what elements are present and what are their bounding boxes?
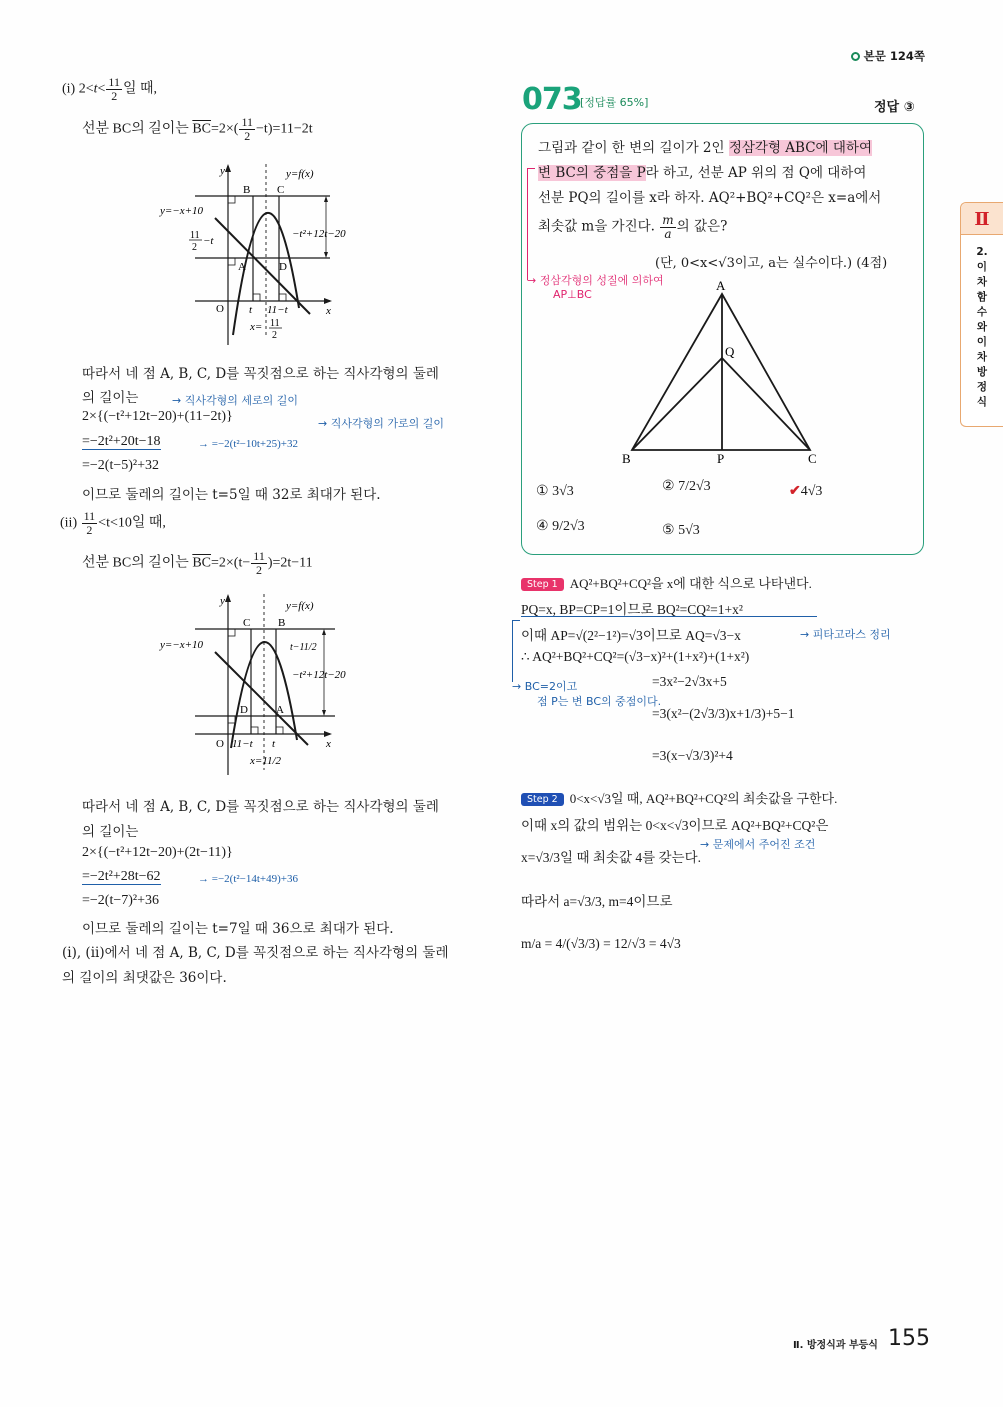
- final-line1: (i), (ii)에서 네 점 A, B, C, D를 꼭짓점으로 하는 직사각형의 둘레: [62, 945, 449, 961]
- svg-text:11: 11: [190, 230, 200, 241]
- svg-text:t: t: [249, 304, 253, 316]
- svg-text:C: C: [243, 617, 251, 629]
- svg-text:11: 11: [270, 318, 280, 329]
- case2-eq3: =−2(t−7)²+36: [82, 893, 159, 908]
- svg-text:y=−x+10: y=−x+10: [160, 205, 204, 217]
- svg-text:B: B: [622, 451, 631, 466]
- svg-text:−t²+12t−20: −t²+12t−20: [292, 669, 346, 681]
- choice-2[interactable]: ② 7/2√3: [662, 479, 711, 494]
- graph-case1: [150, 160, 380, 350]
- svg-text:11−t: 11−t: [232, 738, 253, 750]
- triangle-figure: [600, 270, 840, 470]
- x-axis-arrow-icon: [324, 731, 332, 737]
- x-axis-arrow-icon: [324, 298, 332, 304]
- svg-text:x=11/2: x=11/2: [250, 755, 282, 767]
- chapter-side-tab[interactable]: [960, 202, 1003, 427]
- case1-conclusion: 이므로 둘레의 길이는 t=5일 때 32로 최대가 된다.: [82, 487, 381, 503]
- y-axis-arrow-icon: [225, 594, 231, 602]
- svg-text:C: C: [808, 451, 817, 466]
- case1-eq3: =−2(t−5)²+32: [82, 458, 159, 473]
- circle-bullet-icon: [851, 52, 860, 61]
- choice-4[interactable]: ④ 9/2√3: [536, 519, 585, 534]
- svg-text:−t²+12t−20: −t²+12t−20: [292, 228, 346, 240]
- step1-heading: Step 1 AQ²+BQ²+CQ²을 x에 대한 식으로 나타낸다.: [521, 573, 812, 592]
- svg-text:Q: Q: [725, 344, 735, 359]
- svg-text:11−t: 11−t: [267, 304, 288, 316]
- case1-eq2: =−2t²+20t−18: [82, 434, 161, 449]
- choice-5[interactable]: ⑤ 5√3: [662, 523, 700, 538]
- svg-text:A: A: [238, 261, 246, 273]
- graph-case2: [150, 590, 380, 780]
- case1-text-line2: 의 길이는: [82, 390, 139, 406]
- choice-3[interactable]: ✔4√3: [789, 484, 823, 499]
- problem-line3: 선분 PQ의 길이를 x라 하자. AQ²+BQ²+CQ²은 x=a에서: [538, 190, 882, 206]
- note-bc-midpoint-2: 점 P는 변 BC의 중점이다.: [537, 695, 662, 708]
- svg-text:2: 2: [192, 242, 197, 253]
- check-mark-icon: ✔: [789, 484, 801, 499]
- note-ap-perp-bc: AP⊥BC: [553, 288, 592, 301]
- svg-text:y=f(x): y=f(x): [286, 168, 314, 180]
- step2-heading: Step 2 0<x<√3일 때, AQ²+BQ²+CQ²의 최솟값을 구한다.: [521, 788, 837, 807]
- case2-conclusion: 이므로 둘레의 길이는 t=7일 때 36으로 최대가 된다.: [82, 921, 394, 937]
- answer-label: 정답 ③: [874, 100, 915, 115]
- case2-eq1: 2×{(−t²+12t−20)+(2t−11)}: [82, 845, 233, 860]
- svg-text:A: A: [716, 278, 726, 293]
- s1-line5: =3(x²−(2√3/3)x+1/3)+5−1: [652, 706, 795, 721]
- case2-text-line1: 따라서 네 점 A, B, C, D를 꼭짓점으로 하는 직사각형의 둘레: [82, 799, 439, 815]
- svg-text:B: B: [243, 184, 251, 196]
- svg-text:O: O: [216, 303, 224, 315]
- step1-badge: Step 1: [521, 578, 564, 591]
- blue-bracket: [512, 620, 520, 682]
- case2-text-line2: 의 길이는: [82, 824, 139, 840]
- case1-eq1: 2×{(−t²+12t−20)+(11−2t)}: [82, 409, 233, 424]
- y-axis-arrow-icon: [225, 164, 231, 172]
- step2-badge: Step 2: [521, 793, 564, 806]
- svg-text:t−11/2: t−11/2: [290, 642, 317, 653]
- s2-line2: x=√3/3일 때 최솟값 4를 갖는다.: [521, 850, 702, 865]
- chapter-roman-numeral: Ⅱ: [961, 203, 1003, 235]
- svg-text:y=f(x): y=f(x): [286, 600, 314, 612]
- s2-line1: 이때 x의 값의 범위는 0<x<√3이므로 AQ²+BQ²+CQ²은: [521, 818, 829, 833]
- question-number: 073: [522, 82, 582, 117]
- case2-eq2: =−2t²+28t−62: [82, 869, 161, 884]
- page-number: 155: [888, 1326, 930, 1351]
- case2-bc-length: 선분 BC의 길이는 $\overline{BC}=2\times(t-$ $\frac{11}{2}$ )=2t−11: [82, 549, 313, 577]
- s1-line4: =3x²−2√3x+5: [652, 674, 727, 689]
- s1-line3: ∴ AQ²+BQ²+CQ²=(√3−x)²+(1+x²)+(1+x²): [521, 649, 750, 664]
- svg-text:y=−x+10: y=−x+10: [160, 639, 204, 651]
- svg-text:C: C: [277, 184, 285, 196]
- svg-text:P: P: [717, 451, 725, 466]
- svg-text:x: x: [326, 305, 331, 317]
- s1-line1: PQ=x, BP=CP=1이므로 BQ²=CQ²=1+x²: [521, 602, 743, 617]
- note-rect-height: → 직사각형의 세로의 길이: [172, 394, 298, 407]
- problem-line2: 변 BC의 중점을 P라 하고, 선분 AP 위의 점 Q에 대하여: [538, 165, 867, 181]
- svg-text:D: D: [279, 261, 287, 273]
- problem-line1: 그림과 같이 한 변의 길이가 2인 정삼각형 ABC에 대하여: [538, 140, 873, 156]
- svg-text:y: y: [220, 595, 225, 607]
- note-given-condition: → 문제에서 주어진 조건: [700, 838, 816, 851]
- problem-condition: (단, 0<x<√3이고, a는 실수이다.) (4점): [655, 256, 888, 271]
- svg-text:D: D: [240, 704, 248, 716]
- s1-line6: =3(x−√3/3)²+4: [652, 748, 733, 763]
- note-rect-width: → 직사각형의 가로의 길이: [318, 417, 444, 430]
- textbook-reference-link[interactable]: 본문 124쪽: [851, 48, 925, 64]
- svg-text:O: O: [216, 738, 224, 750]
- note-bc-midpoint-1: → BC=2이고: [512, 680, 578, 693]
- case2-eq2-note: → =−2(t²−14t+49)+36: [198, 873, 299, 885]
- triangle-abc: [632, 294, 810, 450]
- svg-text:t: t: [272, 738, 276, 750]
- s1-line2: 이때 AP=√(2²−1²)=√3이므로 AQ=√3−x: [521, 628, 741, 643]
- line-neg-x-plus-10: [215, 652, 308, 745]
- case1-bc-length: 선분 BC의 길이는 $\overline{BC}=2\times$( $\frac{11}{2}$ −t)=11−2t: [82, 115, 313, 143]
- chapter-title-vertical: 2.이차함수와이차방정식: [976, 246, 988, 408]
- svg-text:2: 2: [272, 330, 277, 341]
- choice-1[interactable]: ① 3√3: [536, 484, 574, 499]
- case1-text-line1: 따라서 네 점 A, B, C, D를 꼭짓점으로 하는 직사각형의 둘레: [82, 366, 439, 382]
- svg-text:−t: −t: [203, 235, 214, 247]
- svg-text:B: B: [278, 617, 286, 629]
- pink-bracket: [527, 168, 535, 280]
- svg-text:A: A: [276, 704, 284, 716]
- s1-underline: [521, 616, 817, 617]
- correct-rate: [정답률 65%]: [580, 96, 649, 109]
- s2-line4: m/a = 4/(√3/3) = 12/√3 = 4√3: [521, 936, 681, 951]
- note-pythagorean: → 피타고라스 정리: [800, 628, 891, 641]
- problem-line4: 최솟값 m을 가진다. $\frac{m}{a}$ 의 값은?: [538, 213, 728, 241]
- final-line2: 의 길이의 최댓값은 36이다.: [62, 970, 227, 986]
- case1-heading: (i) 2<t< $\frac{11}{2}$ 일 때,: [62, 75, 158, 103]
- svg-text:x: x: [326, 738, 331, 750]
- case2-heading: (ii) $\frac{11}{2}$ <t<10일 때,: [60, 509, 166, 537]
- svg-text:y: y: [220, 165, 225, 177]
- svg-text:x=: x=: [250, 321, 263, 333]
- note-equilateral: → 정삼각형의 성질에 의하여: [527, 274, 664, 287]
- case1-eq2-note: → =−2(t²−10t+25)+32: [198, 438, 299, 450]
- s2-line3: 따라서 a=√3/3, m=4이므로: [521, 894, 673, 909]
- footer-chapter: Ⅱ. 방정식과 부등식: [793, 1340, 878, 1351]
